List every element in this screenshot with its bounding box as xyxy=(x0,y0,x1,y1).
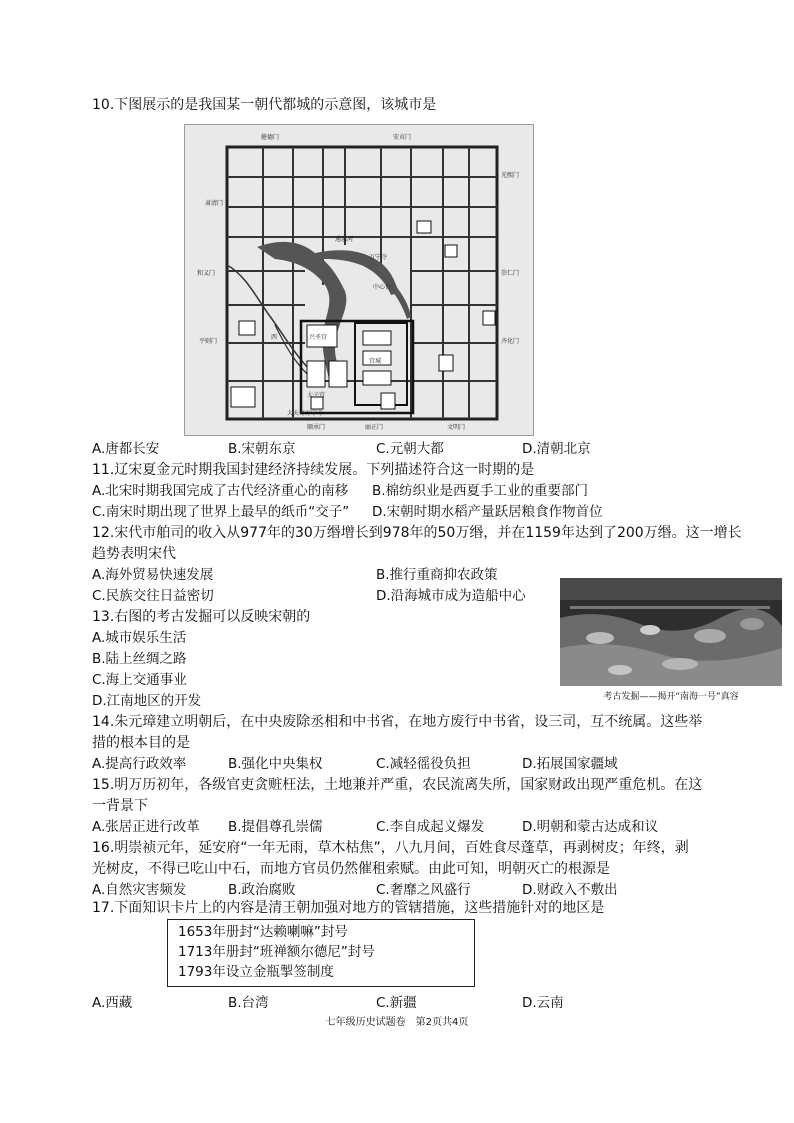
q10-option-d: D.清朝北京 xyxy=(522,441,591,457)
q14-option-d: D.拓展国家疆域 xyxy=(522,756,618,772)
q14-option-a: A.提高行政效率 xyxy=(92,756,187,772)
question-16-stem-line1: 16.明崇祯元年，延安府“一年无雨，草木枯焦”，八九月间，百姓食尽蓬草，再剥树皮；年终，剥 xyxy=(92,840,689,856)
map-label-gong1: 兴圣宫 xyxy=(309,334,328,341)
map-label-right2: 崇仁门 xyxy=(501,270,520,277)
q10-option-c: C.元朝大都 xyxy=(376,441,444,457)
card-line-2: 1713年册封“班禅额尔德尼”封号 xyxy=(178,944,375,960)
question-17-stem: 17.下面知识卡片上的内容是清王朝加强对地方的管辖措施，这些措施针对的地区是 xyxy=(92,900,605,916)
page-footer: 七年级历史试题卷 第2页共4页 xyxy=(325,1017,469,1028)
q12-option-c: C.民族交往日益密切 xyxy=(92,588,214,604)
photo-caption: 考古发掘——揭开“南海一号”真容 xyxy=(603,692,739,702)
q12-option-b: B.推行重商抑农政策 xyxy=(376,567,498,583)
q12-option-d: D.沿海城市成为造船中心 xyxy=(376,588,526,604)
city-map-drawing xyxy=(185,125,533,435)
map-label-bottom2: 丽正门 xyxy=(365,424,384,431)
q15-option-b: B.提倡尊孔崇儒 xyxy=(228,819,323,835)
map-label-gong2: 太子宫 xyxy=(307,392,326,399)
card-line-3: 1793年设立金瓶掣签制度 xyxy=(178,964,334,980)
question-11-stem: 11.辽宋夏金元时期我国封建经济持续发展。下列描述符合这一时期的是 xyxy=(92,462,535,478)
q17-option-d: D.云南 xyxy=(522,995,564,1011)
map-label-right1: 光熙门 xyxy=(501,172,520,179)
q11-option-c: C.南宋时期出现了世界上最早的纸币“交子” xyxy=(92,504,350,520)
q10-option-a: A.唐都长安 xyxy=(92,441,160,457)
q13-option-b: B.陆上丝绸之路 xyxy=(92,651,187,667)
card-line-1: 1653年册封“达赖喇嘛”封号 xyxy=(178,924,348,940)
q16-option-d: D.财政入不敷出 xyxy=(522,882,618,898)
map-label-right3: 齐化门 xyxy=(501,338,520,345)
q17-option-b: B.台湾 xyxy=(228,995,269,1011)
excavation-photo xyxy=(560,578,782,686)
q11-option-a: A.北宋时期我国完成了古代经济重心的南移 xyxy=(92,483,349,499)
q13-option-d: D.江南地区的开发 xyxy=(92,693,202,709)
map-label-river: 通惠河 xyxy=(335,236,354,243)
q11-option-d: D.宋朝时期水稻产量跃居粮食作物首位 xyxy=(372,504,603,520)
question-13-stem: 13.右图的考古发掘可以反映宋朝的 xyxy=(92,609,311,625)
map-label-top2: 安贞门 xyxy=(393,134,412,141)
q16-option-c: C.奢靡之风盛行 xyxy=(376,882,471,898)
q17-option-a: A.西藏 xyxy=(92,995,133,1011)
question-14-stem-line1: 14.朱元璋建立明朝后，在中央废除丞相和中书省，在地方废行中书省，设三司，互不统属。这些举 xyxy=(92,714,703,730)
knowledge-card xyxy=(167,919,475,987)
question-16-stem-line2: 光树皮，不得已吃山中石，而地方官员仍然催租索赋。由此可知，明朝灭亡的根源是 xyxy=(92,861,610,877)
q12-option-a: A.海外贸易快速发展 xyxy=(92,567,214,583)
question-12-stem-line1: 12.宋代市舶司的收入从977年的30万缗增长到978年的50万缗，并在1159年达到了200万缗。这一增长 xyxy=(92,525,742,541)
question-12-stem-line2: 趋势表明宋代 xyxy=(92,546,176,562)
map-label-bottom3: 文明门 xyxy=(447,424,466,431)
map-label-left1: 肃清门 xyxy=(205,200,224,207)
q14-option-c: C.减轻徭役负担 xyxy=(376,756,471,772)
q14-option-b: B.强化中央集权 xyxy=(228,756,323,772)
q15-option-c: C.李自成起义爆发 xyxy=(376,819,485,835)
q10-option-b: B.宋朝东京 xyxy=(228,441,296,457)
map-label-palace: 宫城 xyxy=(369,358,382,365)
question-15-stem-line1: 15.明万历初年，各级官吏贪赃枉法，土地兼并严重，农民流离失所，国家财政出现严重危机。在这 xyxy=(92,777,703,793)
question-10-stem: 10.下图展示的是我国某一朝代都城的示意图，该城市是 xyxy=(92,97,437,113)
map-label-bottom1: 顺承门 xyxy=(307,424,326,431)
capital-city-map xyxy=(184,124,534,436)
map-label-top1: 健德门 xyxy=(261,134,280,141)
q16-option-a: A.自然灾害频发 xyxy=(92,882,187,898)
map-label-gong3: 大天寿万宁寺 xyxy=(287,410,324,417)
q15-option-d: D.明朝和蒙古达成和议 xyxy=(522,819,659,835)
map-label-left2: 和义门 xyxy=(197,270,216,277)
question-15-stem-line2: 一背景下 xyxy=(92,798,148,814)
q13-option-c: C.海上交通事业 xyxy=(92,672,187,688)
q13-option-a: A.城市娱乐生活 xyxy=(92,630,187,646)
map-label-center: 中心台 xyxy=(373,284,392,291)
map-label-left3: 平则门 xyxy=(199,338,218,345)
q11-option-b: B.棉纺织业是西夏手工业的重要部门 xyxy=(372,483,589,499)
question-14-stem-line2: 措的根本目的是 xyxy=(92,735,190,751)
map-label-west: 西 xyxy=(271,334,278,341)
q16-option-b: B.政治腐败 xyxy=(228,882,296,898)
q17-option-c: C.新疆 xyxy=(376,995,417,1011)
q15-option-a: A.张居正进行改革 xyxy=(92,819,200,835)
map-label-temple: 万宁寺 xyxy=(369,254,388,261)
